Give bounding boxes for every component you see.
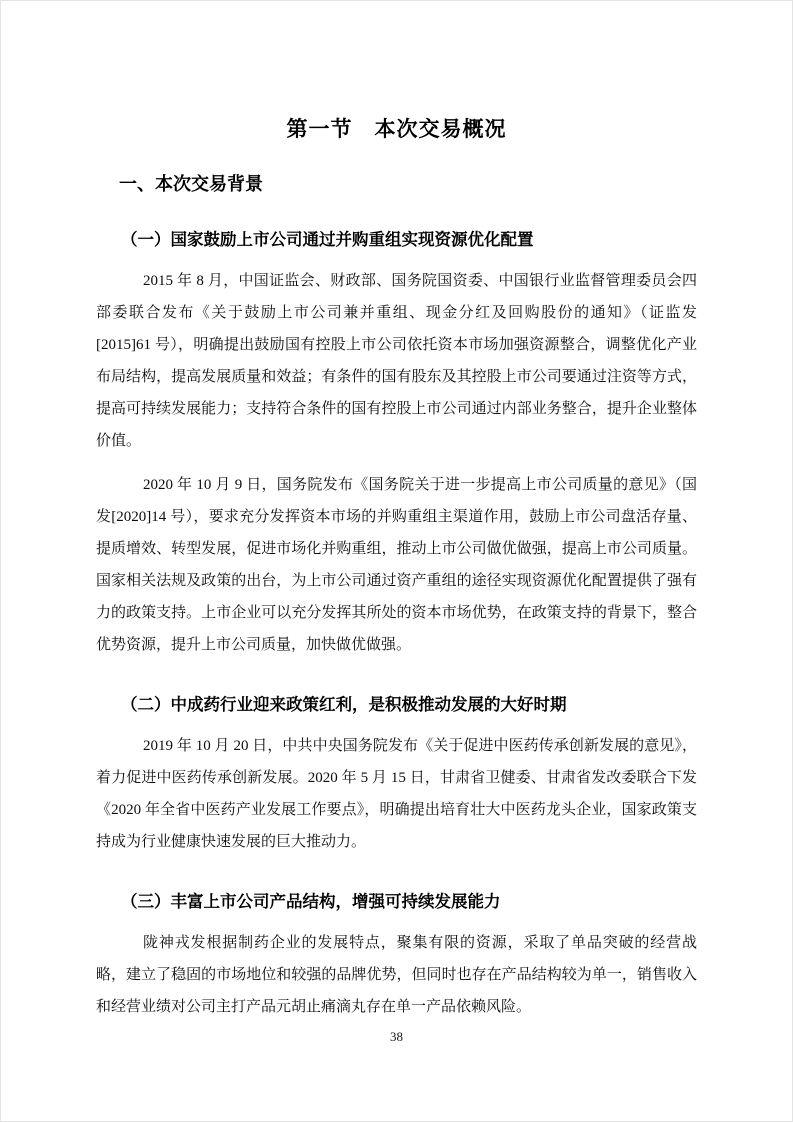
paragraph: 陇神戎发根据制药企业的发展特点，聚集有限的资源，采取了单品突破的经营战略，建立了稳固的市场地位和较强的品牌优势，但同时也存在产品结构较为单一，销售收入和经营业绩对公司主打产品元胡止痛滴丸存在单一产品依赖风险。 bbox=[96, 935, 697, 1015]
paragraph: 2020 年 10 月 9 日，国务院发布《国务院关于进一步提高上市公司质量的意见》（国发[2020]14 号），要求充分发挥资本市场的并购重组主渠道作用，鼓励上市公司盘活存量、提质增效、转型发展，促进市场化并购重组，推动上市公司做优做强，提高上市公司质量。国家相关法规及政策的出台，为上市公司通过资产重组的途径实现资源优化配置提供了强有力的政策支持。上市企业可以充分发挥其所处的资本市场优势，在政策支持的背景下，整合优势资源，提升上市公司质量，加快做优做强。 bbox=[96, 477, 697, 653]
page-number: 38 bbox=[390, 1029, 403, 1044]
subsection-heading-1: （一）国家鼓励上市公司通过并购重组实现资源优化配置 bbox=[121, 231, 534, 249]
page-title: 第一节 本次交易概况 bbox=[286, 118, 507, 141]
subsection-3-body bbox=[96, 927, 697, 1023]
subsection-heading-3: （三）丰富上市公司产品结构，增强可持续发展能力 bbox=[121, 893, 501, 911]
paragraph: 2019 年 10 月 20 日，中共中央国务院发布《关于促进中医药传承创新发展的意见》，着力促进中医药传承创新发展。2020 年 5 月 15 日，甘肃省卫健委、甘肃省发改委联合下发《2020 年全省中医药产业发展工作要点》，明确提出培育壮大中医药龙头企业，国家政策支持成为行业健康快速发展的巨大推动力。 bbox=[96, 738, 697, 850]
subsection-2-body bbox=[96, 730, 697, 858]
subsection-1-body bbox=[96, 265, 697, 661]
paragraph: 2015 年 8 月，中国证监会、财政部、国务院国资委、中国银行业监督管理委员会四部委联合发布《关于鼓励上市公司兼并重组、现金分红及回购股份的通知》（证监发[2015]61 号），明确提出鼓励国有控股上市公司依托资本市场加强资源整合，调整优化产业布局结构，提高发展质量和效益；有条件的国有股东及其控股上市公司要通过注资等方式，提高可持续发展能力；支持符合条件的国有控股上市公司通过内部业务整合，提升企业整体价值。 bbox=[96, 273, 697, 449]
section-heading-transaction-background: 一、本次交易背景 bbox=[119, 174, 263, 194]
subsection-heading-2: （二）中成药行业迎来政策红利，是积极推动发展的大好时期 bbox=[121, 696, 567, 714]
